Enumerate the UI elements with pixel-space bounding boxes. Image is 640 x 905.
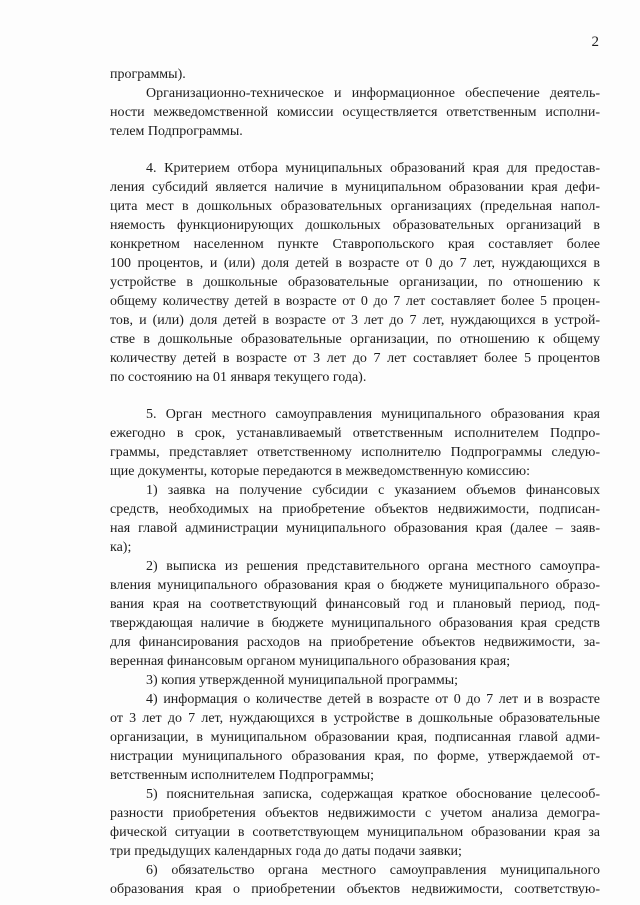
- text-line: 4. Критерием отбора муниципальных образований края для предостав-: [146, 161, 600, 176]
- text-line: 3) копия утвержденной муниципальной программы;: [146, 673, 458, 688]
- text-line: общему количеству детей в возрасте от 0 до 7 лет составляет более 5 процен-: [110, 294, 600, 309]
- text-line: вания края на соответствующий финансовый год и плановый период, под-: [110, 597, 600, 612]
- text-line: веренная финансовым органом муниципального образования края;: [110, 654, 511, 669]
- text-line: стве в дошкольные образовательные организации, по отношению к общему: [110, 332, 600, 347]
- text-line: тов, и (или) доля детей в возрасте от 3 лет до 7 лет, нуждающихся в устрой-: [110, 313, 600, 328]
- text-line: ления субсидий является наличие в муниципальном образовании края дефи-: [110, 180, 600, 195]
- text-line: количеству детей в возрасте от 3 лет до 7 лет составляет более 5 процентов: [110, 351, 600, 366]
- text-line: щие документы, которые передаются в межведомственную комиссию:: [110, 464, 530, 479]
- paragraph: [110, 65, 600, 84]
- document-body: [110, 65, 600, 899]
- text-line: 100 процентов, и (или) доля детей в возрасте от 0 до 7 лет, нуждающихся в: [110, 256, 600, 271]
- list-item-5: [110, 785, 600, 861]
- list-item-6: [110, 861, 600, 899]
- list-item-1: [110, 481, 600, 557]
- text-line: ная главой администрации муниципального образования края (далее – заяв-: [110, 521, 600, 536]
- text-line: фической ситуации в соответствующем муниципальном образовании края за: [110, 825, 600, 840]
- text-line: ности межведомственной комиссии осуществляется ответственным исполни-: [110, 105, 600, 120]
- list-item-4: [110, 690, 600, 785]
- text-line: телем Подпрограммы.: [110, 124, 243, 139]
- page-number: 2: [591, 34, 599, 50]
- list-item-3: [110, 671, 600, 690]
- text-line: устройстве в дошкольные образовательные организации, по отношению к: [110, 275, 600, 290]
- text-line: ветственным исполнителем Подпрограммы;: [110, 768, 375, 783]
- text-line: 2) выписка из решения представительного органа местного самоупра-: [146, 559, 600, 574]
- text-line: три предыдущих календарных года до даты подачи заявки;: [110, 844, 462, 859]
- text-line: 4) информация о количестве детей в возрасте от 0 до 7 лет и в возрасте: [146, 692, 600, 707]
- text-line: тверждающая наличие в бюджете муниципального образования края средств: [110, 616, 600, 631]
- paragraph-section-4: [110, 159, 600, 387]
- text-line: образования края о приобретении объектов недвижимости, соответствую-: [110, 882, 600, 897]
- list-item-2: [110, 557, 600, 671]
- text-line: 5) пояснительная записка, содержащая краткое обоснование целесооб-: [146, 787, 600, 802]
- paragraph-gap: [110, 387, 600, 405]
- text-line: цита мест в дошкольных образовательных организациях (предельная напол-: [110, 199, 600, 214]
- text-line: средств, необходимых на приобретение объектов недвижимости, подписан-: [110, 502, 600, 517]
- text-line: вления муниципального образования края о бюджете муниципального образо-: [110, 578, 600, 593]
- text-line: 1) заявка на получение субсидии с указанием объемов финансовых: [146, 483, 600, 498]
- text-line: ежегодно в срок, устанавливаемый ответственным исполнителем Подпро-: [110, 426, 600, 441]
- text-line: ка);: [110, 540, 132, 555]
- text-line: разности приобретения объектов недвижимости с учетом анализа демогра-: [110, 806, 600, 821]
- text-line: программы).: [110, 67, 186, 82]
- paragraph-gap: [110, 141, 600, 159]
- text-line: от 3 лет до 7 лет, нуждающихся в устройстве в дошкольные образовательные: [110, 711, 600, 726]
- text-line: Организационно-техническое и информационное обеспечение деятель-: [146, 86, 600, 101]
- paragraph-section-5: [110, 405, 600, 481]
- text-line: конкретном населенном пункте Ставропольского края составляет более: [110, 237, 600, 252]
- text-line: организации, в муниципальном образовании края, подписанная главой адми-: [110, 730, 600, 745]
- text-line: няемость функционирующих дошкольных образовательных организаций в: [110, 218, 600, 233]
- text-line: 5. Орган местного самоуправления муниципального образования края: [146, 407, 600, 422]
- text-line: граммы, представляет ответственному исполнителю Подпрограммы следую-: [110, 445, 600, 460]
- text-line: для финансирования расходов на приобретение объектов недвижимости, за-: [110, 635, 600, 650]
- text-line: по состоянию на 01 января текущего года).: [110, 370, 367, 385]
- paragraph: [110, 84, 600, 141]
- text-line: нистрации муниципального образования края, по форме, утверждаемой от-: [110, 749, 600, 764]
- text-line: 6) обязательство органа местного самоуправления муниципального: [146, 863, 600, 878]
